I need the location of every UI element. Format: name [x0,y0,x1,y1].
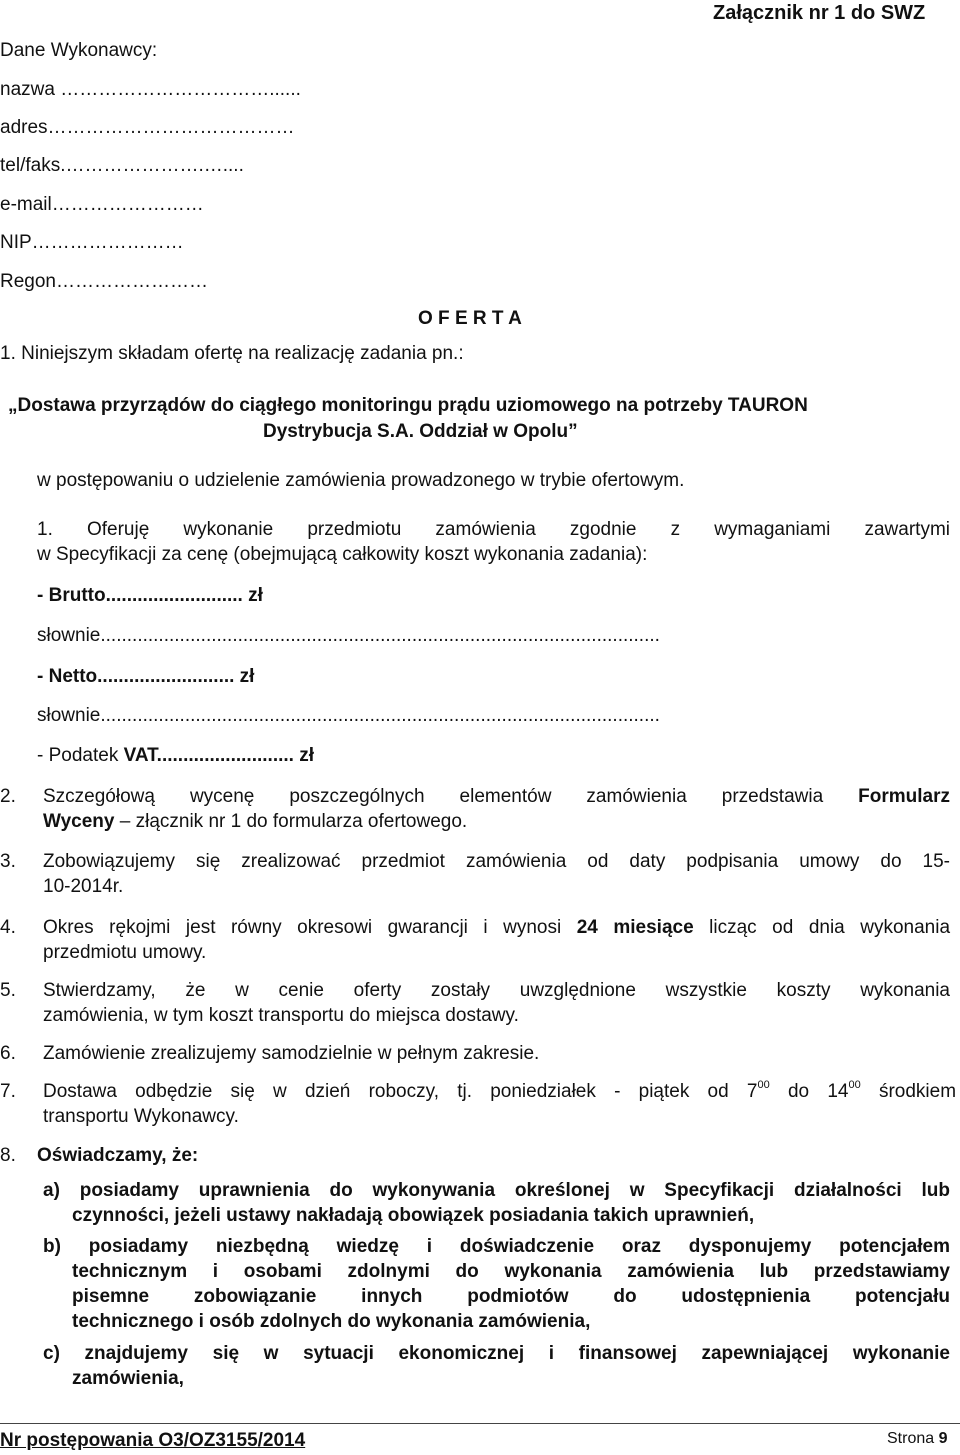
declaration-c-line2: zamówienia, [72,1368,184,1389]
point-5-line1: Stwierdzamy, że w cenie oferty zostały uwzględnione wszystkie koszty wykonania [43,980,950,1001]
point-4-text: Okres rękojmi jest równy okresowi gwarancji i wynosi [43,917,562,938]
point-3-number: 3. [0,851,16,872]
vat-amount: VAT.......................... zł [123,745,314,766]
contractor-email-field: e-mail…………………… [0,194,204,215]
point-7-line2: transportu Wykonawcy. [43,1106,239,1127]
vat-prefix: - Podatek [37,745,119,766]
offer-intro: 1. Niniejszym składam ofertę na realizację zadania pn.: [0,343,464,364]
amount-in-words-1: słownie.......................................................................................................... [37,625,660,646]
declaration-b-line2: technicznym i osobami zdolnymi do wykonania zamówienia lub przedstawiamy [72,1261,950,1282]
price-gross: - Brutto.......................... zł [37,585,263,606]
contractor-nip-field: NIP…………………… [0,232,184,253]
point-1-line2: w Specyfikacji za cenę (obejmującą całkowity koszt wykonania zadania): [37,544,648,565]
point-8-number: 8. [0,1145,16,1166]
point-4-line1 [43,917,950,939]
page-label: Strona [887,1430,935,1447]
declaration-a-line2: czynności, jeżeli ustawy nakładają obowiązek posiadania takich uprawnień, [72,1205,755,1226]
point-7-line1 [43,1081,956,1103]
price-net: - Netto.......................... zł [37,666,255,687]
offer-subject-line1: „Dostawa przyrządów do ciągłego monitoringu prądu uziomowego na potrzeby TAURON [8,395,808,416]
point-6-number: 6. [0,1043,16,1064]
point-2-form-name: Formularz [858,786,950,807]
point-7-text-cont: do 14 [787,1081,849,1102]
page-number: 9 [938,1430,948,1447]
point-2-attachment: – złącznik nr 1 do formularza ofertowego. [119,811,468,832]
declaration-a-line1: a) posiadamy uprawnienia do wykonywania określonej w Specyfikacji działalności lub [43,1180,950,1201]
declaration-b-line1: b) posiadamy niezbędną wiedzę i doświadczenie oraz dysponujemy potencjałem [43,1236,950,1257]
footer-divider [0,1423,960,1424]
point-3-line2: 10-2014r. [43,876,124,897]
point-4-line2: przedmiotu umowy. [43,942,207,963]
amount-in-words-2: słownie.......................................................................................................... [37,705,660,726]
point-2-number: 2. [0,786,16,807]
price-vat [37,745,314,767]
offer-subject-line2: Dystrybucja S.A. Oddział w Opolu” [263,421,578,442]
procedure-text: w postępowaniu o udzielenie zamówienia prowadzonego w trybie ofertowym. [37,470,685,491]
point-4-number: 4. [0,917,16,938]
contractor-address-field: adres………………………………… [0,117,295,138]
declaration-b-line4: technicznego i osób zdolnych do wykonania zamówienia, [72,1311,591,1332]
declaration-c-line1: c) znajdujemy się w sytuacji ekonomicznej i finansowej zapewniającej wykonanie [43,1343,950,1364]
point-2-form-name-cont: Wyceny [43,811,115,832]
point-6-text: Zamówienie zrealizujemy samodzielnie w pełnym zakresie. [43,1043,540,1064]
point-5-number: 5. [0,980,16,1001]
contractor-name-field: nazwa ……………………………...... [0,79,301,100]
contractor-heading: Dane Wykonawcy: [0,40,158,61]
offer-title: O F E R T A [418,308,522,329]
point-7-number: 7. [0,1081,16,1102]
footer-page [887,1430,948,1448]
point-2-line1 [43,786,950,808]
end-hour-minutes: 00 [848,1079,861,1091]
point-1-line1: 1. Oferuję wykonanie przedmiotu zamówienia zgodnie z wymaganiami zawartymi [37,519,950,540]
contractor-regon-field: Regon…………………… [0,271,208,292]
point-2-text: Szczegółową wycenę poszczególnych elementów zamówienia przedstawia [43,786,824,807]
point-2-line2 [43,811,467,833]
annex-label: Załącznik nr 1 do SWZ [713,2,926,24]
point-7-text-end: środkiem [878,1081,957,1102]
warranty-period: 24 miesiące [576,917,694,938]
point-7-text: Dostawa odbędzie się w dzień roboczy, tj. poniedziałek - piątek od 7 [43,1081,758,1102]
contractor-phone-field: tel/faks.………………….….... [0,155,244,176]
point-5-line2: zamówienia, w tym koszt transportu do miejsca dostawy. [43,1005,519,1026]
point-3-line1: Zobowiązujemy się zrealizować przedmiot zamówienia od daty podpisania umowy do 15- [43,851,950,872]
point-4-text-cont: licząc od dnia wykonania [709,917,951,938]
footer-reference: Nr postępowania O3/OZ3155/2014 [0,1430,306,1451]
start-hour-minutes: 00 [757,1079,770,1091]
point-8-heading: Oświadczamy, że: [37,1145,199,1166]
declaration-b-line3: pisemne zobowiązanie innych podmiotów do udostępnienia potencjału [72,1286,950,1307]
